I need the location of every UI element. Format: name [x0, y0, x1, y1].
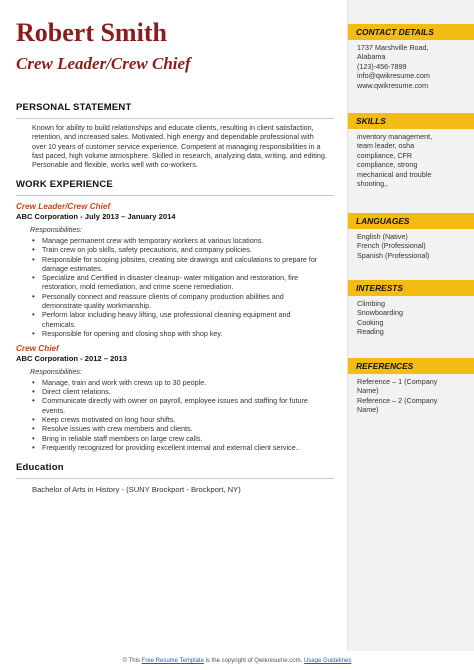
languages-section [348, 213, 474, 260]
sidebar [347, 0, 474, 651]
personal-statement-text: Known for ability to build relationships and educate clients, resulting in client satisfaction, retention, and increased sales. Motivated, high energy and dependable professional with over 10 years of customer service experience. Competent at managing responsibilities in a fast paced, high volume atmosphere. Skilled in research, analyzing data, writing, and editing. Personable and flexible, works well with co-workers. [32, 123, 327, 170]
interests-text [348, 296, 474, 337]
footer-copyright: © This [122, 658, 140, 664]
section-divider [16, 118, 334, 119]
text-line: Reference – 1 (Company [357, 377, 438, 386]
list-item: Spanish (Professional) [357, 250, 430, 260]
education-entry: Bachelor of Arts in History - (SUNY Brockport - Brockport, NY) [32, 485, 241, 495]
job-company-dates: ABC Corporation - 2012 – 2013 [16, 354, 127, 364]
footer [0, 652, 474, 670]
list-item: Climbing [357, 299, 385, 308]
list-item: • Personally connect and reassure clients of company production abilities and demonstrate quality workmanship. [32, 292, 320, 311]
text-line: Name) [357, 405, 379, 415]
text-line: compliance, CFR [357, 150, 413, 160]
section-title: PERSONAL STATEMENT [16, 102, 132, 113]
section-divider [16, 195, 334, 196]
personal-statement-section [16, 102, 334, 169]
job-entry [16, 202, 334, 338]
job-company-dates: ABC Corporation - July 2013 – January 2014 [16, 212, 176, 222]
list-item: English (Native) [357, 232, 408, 241]
section-header: REFERENCES [348, 358, 474, 374]
address-state: Alabama [357, 52, 386, 62]
list-item: • Specialize and Certified in disaster cleanup- water mitigation and restoration, fire restoration, mold remediation, and crime scene remediation. [32, 273, 320, 292]
job-title: Crew Chief [16, 344, 59, 354]
languages-text [348, 229, 474, 260]
list-item: • Responsible for scoping jobsites, creating site drawings and calculations to prepare for damage estimates. [32, 255, 320, 274]
list-item: • Resolve issues with crew members and clients. [32, 424, 320, 433]
section-title: WORK EXPERIENCE [16, 179, 113, 191]
phone-number: (123)-456-7899 [357, 61, 407, 71]
list-item: French (Professional) [357, 241, 426, 251]
skills-section [348, 113, 474, 188]
text-line: mechanical and trouble [357, 169, 432, 179]
list-item: Snowboarding [357, 308, 403, 318]
section-header: SKILLS [348, 113, 474, 129]
contact-details [348, 40, 474, 90]
section-header: INTERESTS [348, 280, 474, 296]
list-item: • Communicate directly with owner on payroll, employee issues and staffing for future events. [32, 396, 320, 415]
list-item: • Manage permanent crew with temporary workers at various locations. [32, 236, 320, 245]
education-section [16, 462, 334, 495]
list-item: Reading [357, 327, 384, 337]
list-item: • Train crew on job skills, safety precautions, and company policies. [32, 245, 320, 254]
contact-section [348, 24, 474, 90]
list-item: • Responsible for opening and closing shop with shop key. [32, 329, 320, 338]
candidate-title: Crew Leader/Crew Chief [16, 54, 191, 73]
candidate-name: Robert Smith [16, 18, 167, 47]
interests-section [348, 280, 474, 337]
list-item: • Bring in reliable staff members on large crew calls. [32, 434, 320, 443]
text-line: team leader, osha [357, 141, 415, 151]
work-experience-section [16, 179, 334, 452]
free-resume-template-link[interactable]: Free Resume Template [141, 658, 204, 664]
section-header: LANGUAGES [348, 213, 474, 229]
responsibilities-label: Responsibilities: [30, 225, 82, 235]
references-text [348, 374, 474, 415]
text-line: Name) [357, 386, 379, 396]
footer-text: is the copyright of Qwikresume.com. [205, 658, 303, 664]
section-divider [16, 478, 334, 479]
list-item: • Manage, train and work with crews up to 30 people. [32, 378, 320, 387]
list-item: • Frequently recognized for providing excellent internal and external client service.. [32, 443, 320, 452]
references-section [348, 358, 474, 415]
responsibilities-list [32, 236, 320, 338]
text-line: shooting,. [357, 179, 389, 189]
section-title: Education [16, 462, 64, 474]
section-header: CONTACT DETAILS [348, 24, 474, 40]
list-item: • Direct client relations. [32, 387, 320, 396]
list-item: • Keep crews motivated on long hour shifts. [32, 415, 320, 424]
list-item: • Perform labor including heavy lifting, use professional cleaning equipment and chemicals. [32, 310, 320, 329]
website: www.qwikresume.com [357, 80, 429, 90]
text-line: inventory management, [357, 132, 433, 141]
skills-text [348, 129, 474, 188]
job-entry [16, 344, 334, 452]
text-line: compliance, strong [357, 160, 418, 170]
usage-guidelines-link[interactable]: Usage Guidelines [303, 658, 352, 664]
main-column [16, 102, 334, 495]
responsibilities-label: Responsibilities: [30, 367, 82, 377]
responsibilities-list [32, 378, 320, 452]
address-line: 1737 Marshville Road, [357, 43, 429, 52]
job-title: Crew Leader/Crew Chief [16, 202, 111, 212]
email-address: info@qwikresume.com [357, 71, 430, 81]
text-line: Reference – 2 (Company [357, 395, 438, 405]
list-item: Cooking [357, 317, 384, 327]
